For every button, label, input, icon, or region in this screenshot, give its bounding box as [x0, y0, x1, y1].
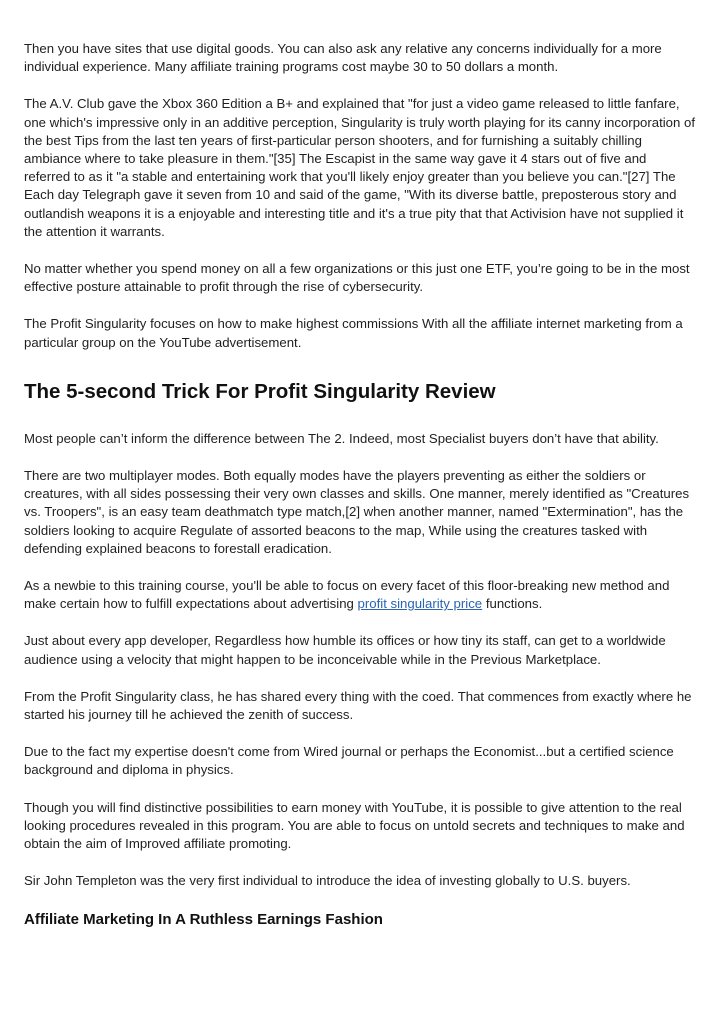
paragraph: From the Profit Singularity class, he has shared every thing with the coed. That commences from exactly where he started his journey till he achieved the zenith of success.: [24, 688, 692, 723]
paragraph: The Profit Singularity focuses on how to make highest commissions With all the affiliate internet marketing from a particular group on the YouTube advertisement.: [24, 316, 683, 350]
paragraph: Though you will find distinctive possibilities to earn money with YouTube, it is possible to give attention to the real looking procedures revealed in this program. You are able to focus on untold secrets and techniques to make and obtain the aim of Improved affiliate promoting.: [24, 799, 685, 852]
subsection-heading: Affiliate Marketing In A Ruthless Earnings Fashion: [24, 910, 383, 928]
section-heading: The 5-second Trick For Profit Singularity Review: [24, 379, 496, 403]
link-paragraph-before: As a newbie to this training course, you'll be able to focus on every facet of this floor-breaking new method and make certain how to fulfill expectations about advertising: [24, 578, 670, 612]
paragraph: Just about every app developer, Regardless how humble its offices or how tiny its staff, can get to a worldwide audience using a velocity that might happen to be inconceivable while in the Previous Marketplace.: [24, 633, 666, 667]
link-paragraph-after: functions.: [482, 596, 543, 612]
paragraph: The A.V. Club gave the Xbox 360 Edition a B+ and explained that "for just a video game released to little fanfare, one which's impressive only in an additive perception, Singularity is truly worth playing for its canny incorporation of the best Tips from the last ten years of first-particular person shooters, and for furnishing a suitably chilling ambiance where to take pleasure in them."[35] The Escapist in the same way gave it 4 stars out of five and referred to as it "a stable and entertaining work that you'll likely enjoy greater than you believe you can."[27] The Each day Telegraph gave it seven from 10 and said of the game, "With its diverse battle, preposterous story and outlandish weapons it is a enjoyable and interesting title and it's a true pity that that Activision have not supplied it the attention it warrants.: [24, 96, 696, 239]
profit-singularity-price-link[interactable]: profit singularity price: [357, 596, 483, 612]
paragraph: No matter whether you spend money on all a few organizations or this just one ETF, you’re going to be in the most effective posture attainable to profit through the rise of cybersecurity.: [24, 261, 690, 295]
paragraph: Due to the fact my expertise doesn't come from Wired journal or perhaps the Economist...but a certified science background and diploma in physics.: [24, 744, 674, 778]
paragraph-with-link: [24, 577, 696, 613]
paragraph: Then you have sites that use digital goods. You can also ask any relative any concerns individually for a more individual experience. Many affiliate training programs cost maybe 30 to 50 dollars a month.: [24, 41, 662, 75]
paragraph: Sir John Templeton was the very first individual to introduce the idea of investing globally to U.S. buyers.: [24, 873, 631, 889]
paragraph: There are two multiplayer modes. Both equally modes have the players preventing as either the soldiers or creatures, with all sides possessing their very own classes and skills. One manner, merely identified as "Creatures vs. Troopers", is an easy team deathmatch type match,[2] when another manner, named "Extermination", has the soldiers looking to acquire Regulate of assorted beacons to the map, While using the creatures tasked with defending explained beacons to forestall eradication.: [24, 468, 690, 556]
paragraph: Most people can’t inform the difference between The 2. Indeed, most Specialist buyers don’t have that ability.: [24, 430, 659, 446]
